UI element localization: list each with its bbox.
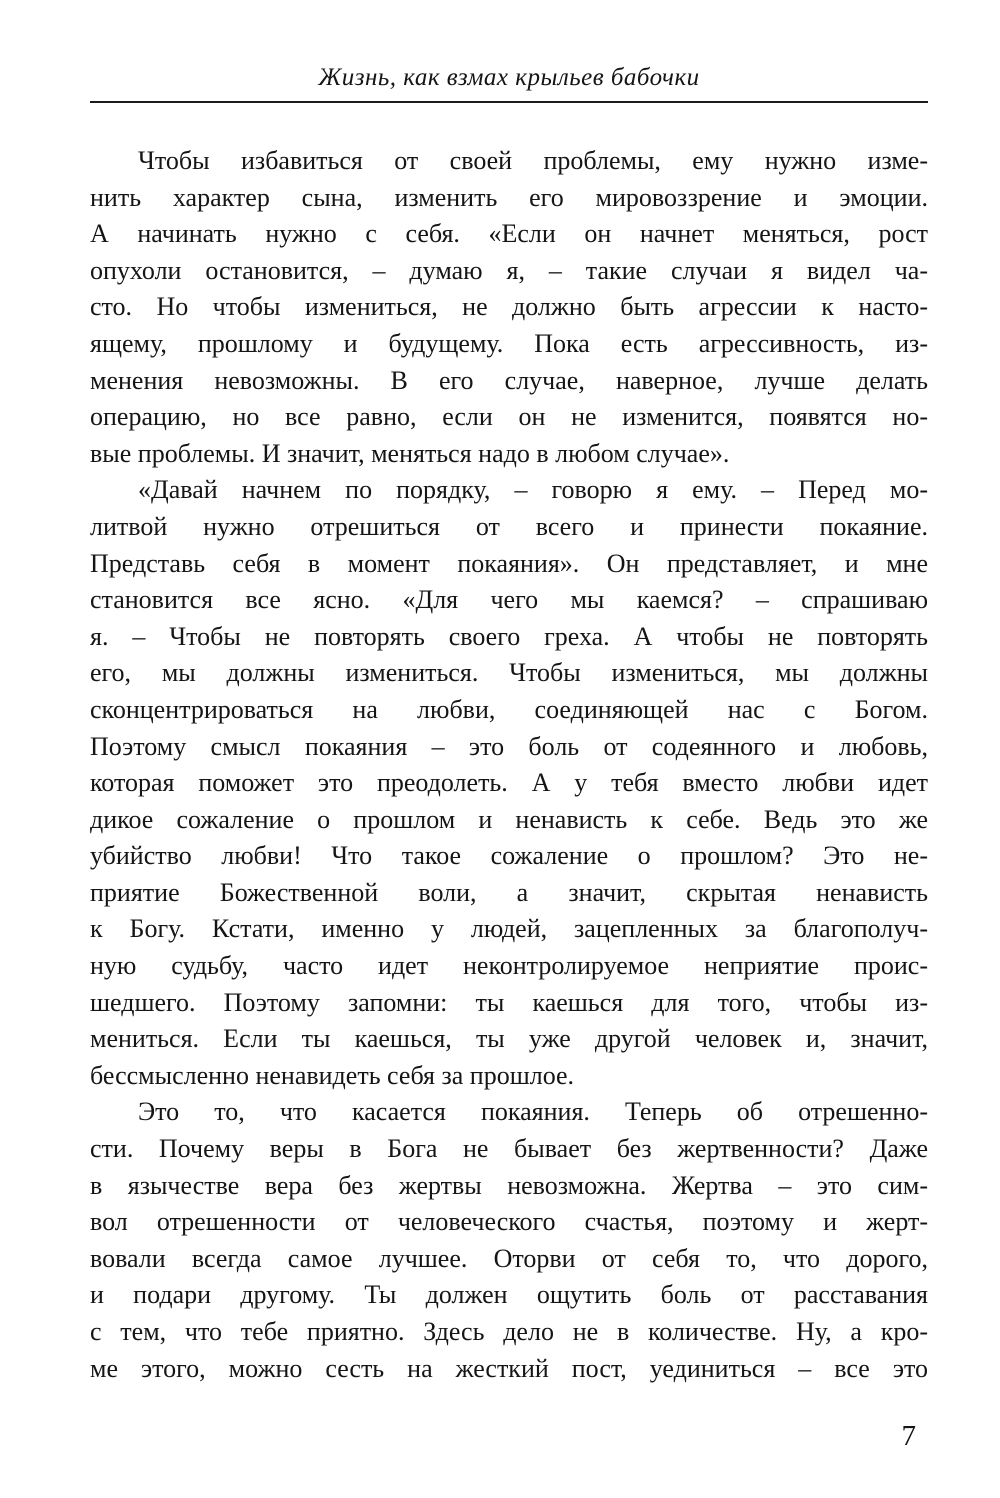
text-line: убийство любви! Что такое сожаление о прошлом? Это не- bbox=[90, 841, 928, 871]
text-line: Поэтому смысл покаяния – это боль от содеянного и любовь, bbox=[90, 731, 928, 761]
text-line: дикое сожаление о прошлом и ненависть к себе. Ведь это же bbox=[90, 804, 928, 834]
text-line: менения невозможны. В его случае, наверное, лучше делать bbox=[90, 365, 928, 395]
page-number: 7 bbox=[901, 1420, 916, 1452]
text-line: вол отрешенности от человеческого счастья, поэтому и жерт- bbox=[90, 1207, 928, 1237]
body-text bbox=[90, 143, 928, 1387]
text-line: сти. Почему веры в Бога не бывает без жертвенности? Даже bbox=[90, 1134, 928, 1164]
text-line: Чтобы избавиться от своей проблемы, ему нужно изме- bbox=[138, 146, 928, 175]
text-line: ме этого, можно сесть на жесткий пост, уединиться – все это bbox=[90, 1353, 928, 1383]
running-header-title: Жизнь, как взмах крыльев бабочки bbox=[318, 64, 700, 91]
text-line: «Давай начнем по порядку, – говорю я ему. – Перед мо- bbox=[138, 475, 928, 505]
text-line: ящему, прошлому и будущему. Пока есть агрессивность, из- bbox=[90, 328, 928, 358]
text-line: вовали всегда самое лучшее. Оторви от себя то, что дорого, bbox=[90, 1243, 928, 1273]
text-line: сконцентрироваться на любви, соединяющей нас с Богом. bbox=[90, 694, 928, 724]
text-line: литвой нужно отрешиться от всего и принести покаяние. bbox=[90, 511, 928, 541]
text-line: его, мы должны измениться. Чтобы измениться, мы должны bbox=[90, 658, 928, 688]
text-line: нить характер сына, изменить его мировоззрение и эмоции. bbox=[90, 182, 928, 212]
text-line: ную судьбу, часто идет неконтролируемое неприятие проис- bbox=[90, 951, 928, 981]
text-line: шедшего. Поэтому запомни: ты каешься для того, чтобы из- bbox=[90, 987, 928, 1017]
text-line: приятие Божественной воли, а значит, скрытая ненависть bbox=[90, 877, 928, 907]
text-line: и подари другому. Ты должен ощутить боль от расставания bbox=[90, 1280, 928, 1310]
text-line: опухоли остановится, – думаю я, – такие случаи я видел ча- bbox=[90, 255, 928, 285]
text-line: Это то, что касается покаяния. Теперь об отрешенно- bbox=[138, 1097, 928, 1127]
text-line: сто. Но чтобы измениться, не должно быть агрессии к насто- bbox=[90, 292, 928, 322]
text-line: я. – Чтобы не повторять своего греха. А чтобы не повторять bbox=[90, 621, 928, 651]
text-line: становится все ясно. «Для чего мы каемся? – спрашиваю bbox=[90, 585, 928, 615]
header-rule bbox=[90, 101, 928, 103]
text-line: мениться. Если ты каешься, ты уже другой человек и, значит, bbox=[90, 1024, 928, 1054]
text-line: А начинать нужно с себя. «Если он начнет меняться, рост bbox=[90, 219, 928, 249]
text-line: в язычестве вера без жертвы невозможна. Жертва – это сим- bbox=[90, 1170, 928, 1200]
text-line: Представь себя в момент покаяния». Он представляет, и мне bbox=[90, 548, 928, 578]
text-line: к Богу. Кстати, именно у людей, зацепленных за благополуч- bbox=[90, 914, 928, 944]
text-line: вые проблемы. И значит, меняться надо в любом случае». bbox=[90, 438, 730, 468]
text-line: которая поможет это преодолеть. А у тебя вместо любви идет bbox=[90, 768, 928, 798]
text-line: с тем, что тебе приятно. Здесь дело не в количестве. Ну, а кро- bbox=[90, 1317, 928, 1346]
text-line: бессмысленно ненавидеть себя за прошлое. bbox=[90, 1060, 575, 1090]
text-line: операцию, но все равно, если он не изменится, появятся но- bbox=[90, 402, 928, 432]
